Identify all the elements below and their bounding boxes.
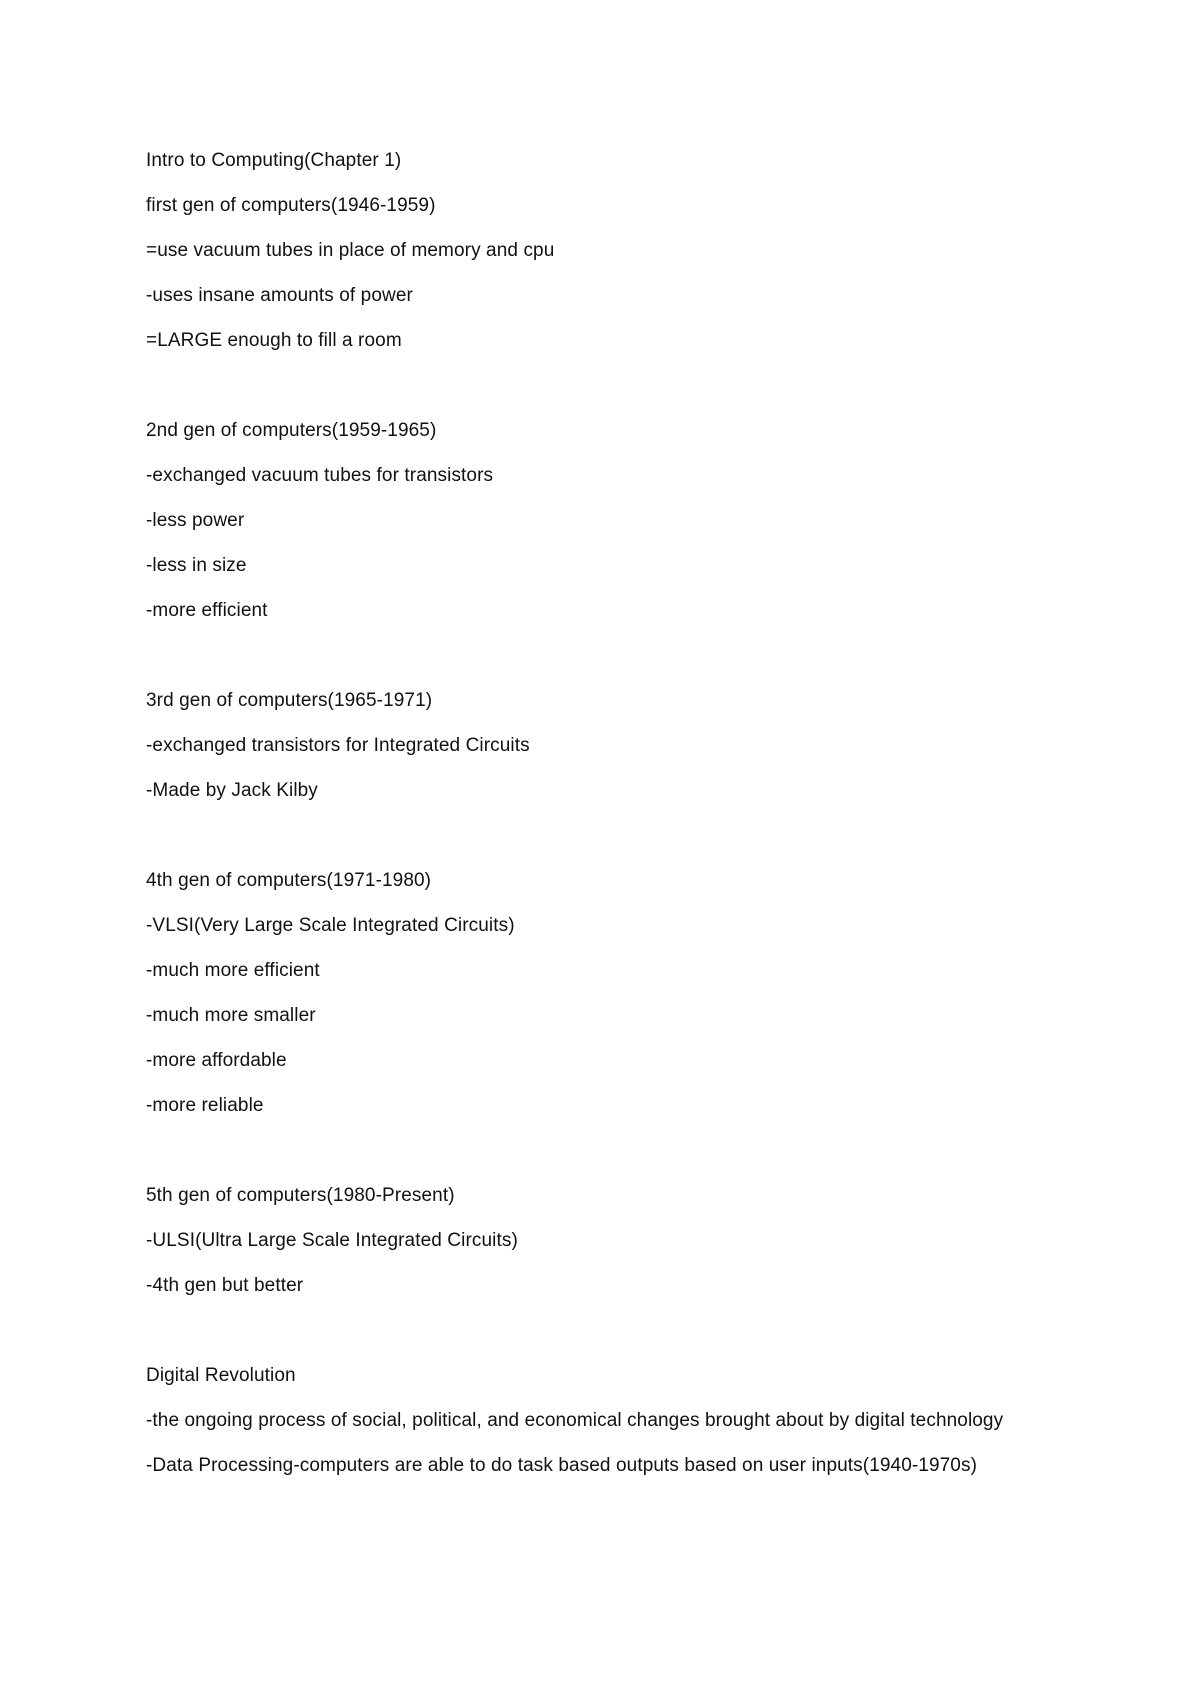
list-item: -more affordable [146, 1050, 287, 1071]
list-item: -VLSI(Very Large Scale Integrated Circuits) [146, 915, 515, 936]
list-item: -exchanged vacuum tubes for transistors [146, 465, 494, 486]
list-item: -more reliable [146, 1095, 264, 1116]
list-item: -much more efficient [146, 960, 320, 981]
blank-line [146, 821, 1146, 866]
section-heading: Digital Revolution [146, 1365, 296, 1386]
list-item: -much more smaller [146, 1005, 316, 1026]
list-item: =use vacuum tubes in place of memory and cpu [146, 240, 555, 261]
blank-line [146, 371, 1146, 416]
blank-line [146, 641, 1146, 686]
section-digital-revolution [146, 1361, 1146, 1496]
section-heading: 5th gen of computers(1980-Present) [146, 1185, 455, 1206]
list-item: -ULSI(Ultra Large Scale Integrated Circuits) [146, 1230, 518, 1251]
document-content [146, 146, 1146, 1496]
list-item: -less power [146, 510, 245, 531]
list-item: -more efficient [146, 600, 268, 621]
list-item: =LARGE enough to fill a room [146, 330, 402, 351]
list-item: -Data Processing-computers are able to do task based outputs based on user inputs(1940-1970s) [146, 1455, 978, 1476]
section-fourth-gen [146, 866, 1146, 1136]
section-heading: first gen of computers(1946-1959) [146, 195, 436, 216]
section-fifth-gen [146, 1181, 1146, 1316]
section-third-gen [146, 686, 1146, 821]
section-heading: 2nd gen of computers(1959-1965) [146, 420, 437, 441]
section-second-gen [146, 416, 1146, 641]
blank-line [146, 1316, 1146, 1361]
list-item: -4th gen but better [146, 1275, 304, 1296]
section-intro-first-gen [146, 146, 1146, 371]
list-item: -the ongoing process of social, political, and economical changes brought about by digital technology [146, 1410, 1004, 1431]
blank-line [146, 1136, 1146, 1181]
section-heading: 4th gen of computers(1971-1980) [146, 870, 432, 891]
document-title: Intro to Computing(Chapter 1) [146, 150, 402, 171]
list-item: -Made by Jack Kilby [146, 780, 318, 801]
list-item: -exchanged transistors for Integrated Circuits [146, 735, 530, 756]
section-heading: 3rd gen of computers(1965-1971) [146, 690, 433, 711]
list-item: -uses insane amounts of power [146, 285, 413, 306]
list-item: -less in size [146, 555, 247, 576]
